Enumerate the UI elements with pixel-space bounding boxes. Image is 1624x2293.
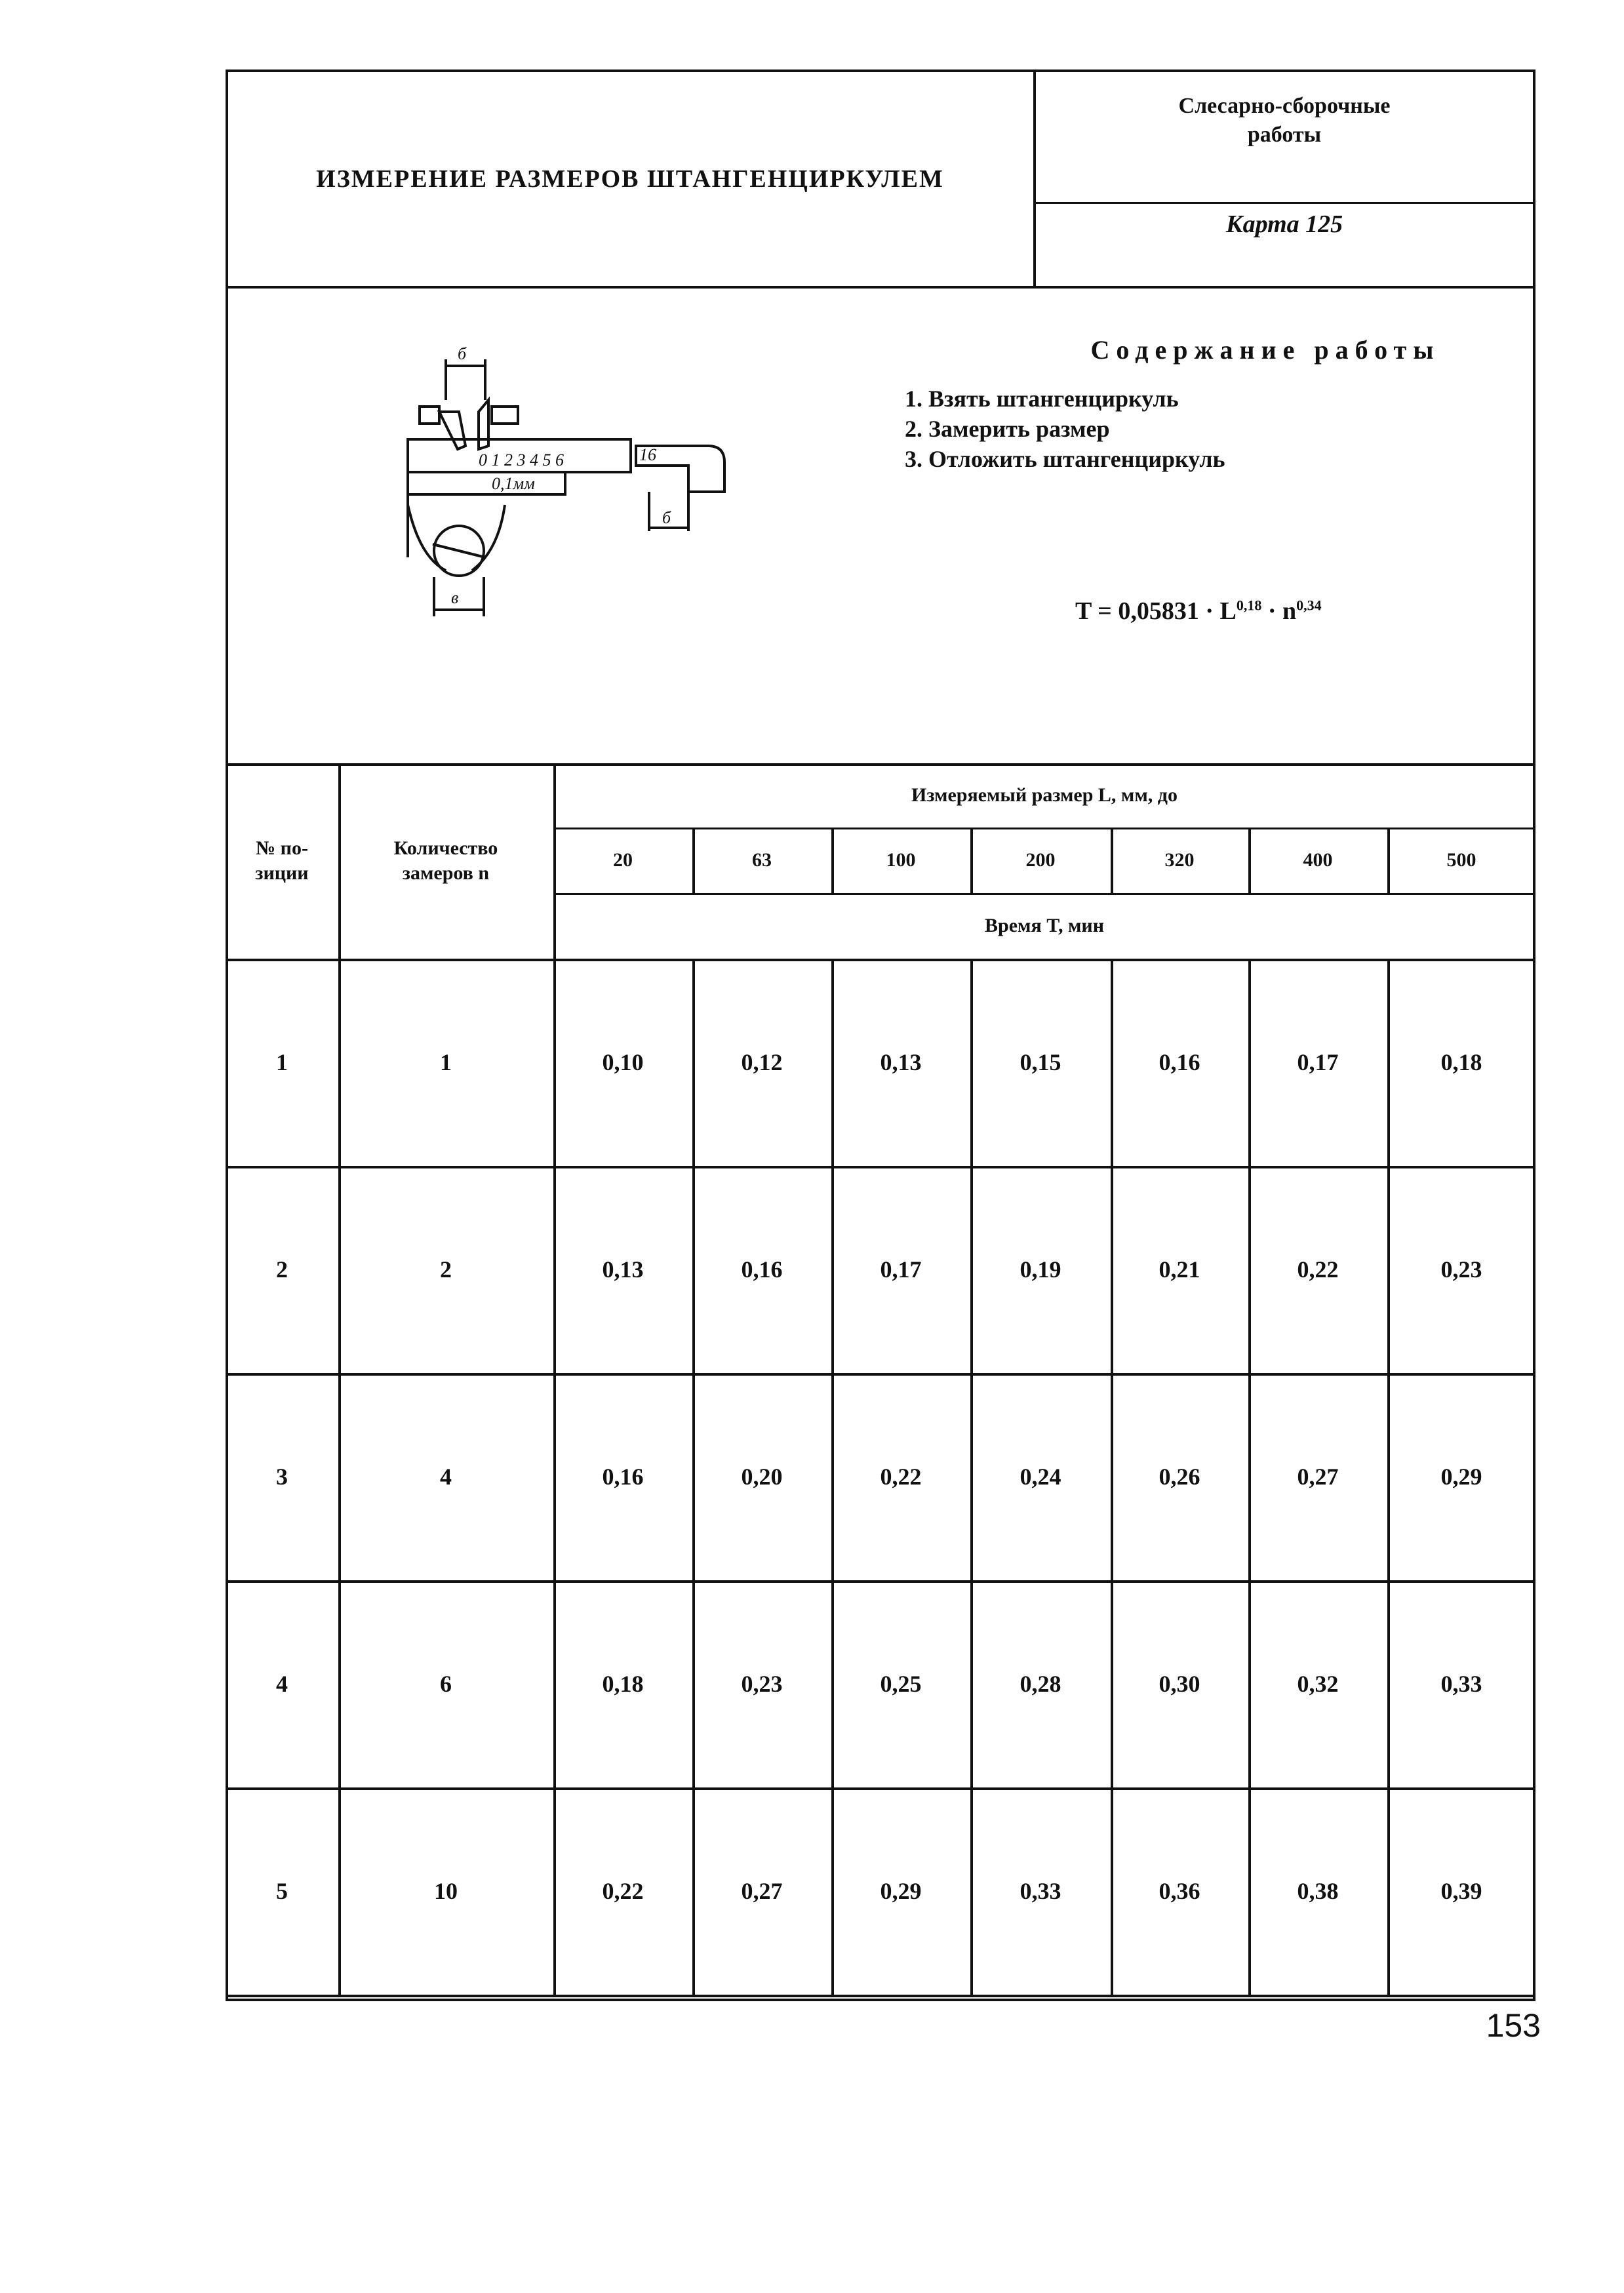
- caliper-drawing: [380, 334, 787, 623]
- time-value: 0,24: [1020, 1464, 1061, 1490]
- work-step: 3. Отложить штангенциркуль: [905, 446, 1225, 472]
- row-position: 1: [276, 1049, 288, 1075]
- size-column-header: 200: [1025, 849, 1056, 871]
- time-value: 0,22: [880, 1464, 922, 1490]
- time-value: 0,15: [1020, 1049, 1061, 1075]
- time-value: 0,12: [741, 1049, 783, 1075]
- size-column-header: 100: [886, 849, 916, 871]
- time-value: 0,16: [1159, 1049, 1200, 1075]
- drawing-label: 0 1 2 3 4 5 6: [479, 450, 564, 469]
- time-value: 0,33: [1440, 1671, 1482, 1697]
- time-value: 0,23: [741, 1671, 783, 1697]
- time-value: 0,22: [602, 1878, 644, 1904]
- position-header: № по- зиции: [255, 837, 309, 884]
- row-count: 6: [440, 1671, 452, 1697]
- size-column-header: 400: [1303, 849, 1333, 871]
- time-value: 0,25: [880, 1671, 922, 1697]
- page-number: 153: [1486, 2007, 1541, 2044]
- work-step: 1. Взять штангенциркуль: [905, 386, 1179, 412]
- table-rule: [226, 1995, 1535, 1997]
- time-value: 0,18: [1440, 1049, 1482, 1075]
- row-count: 1: [440, 1049, 452, 1075]
- time-value: 0,28: [1020, 1671, 1061, 1697]
- time-value: 0,27: [741, 1878, 783, 1904]
- time-value: 0,10: [602, 1049, 644, 1075]
- row-position: 2: [276, 1256, 288, 1283]
- time-value: 0,16: [602, 1464, 644, 1490]
- count-header: Количество замеров n: [393, 837, 498, 884]
- time-header: Время T, мин: [985, 915, 1104, 936]
- time-value: 0,17: [880, 1256, 922, 1283]
- time-value: 0,13: [602, 1256, 644, 1283]
- row-position: 3: [276, 1464, 288, 1490]
- time-value: 0,36: [1159, 1878, 1200, 1904]
- time-value: 0,17: [1297, 1049, 1339, 1075]
- time-value: 0,29: [880, 1878, 922, 1904]
- row-position: 5: [276, 1878, 288, 1904]
- size-column-header: 20: [613, 849, 633, 871]
- drawing-label: в: [451, 588, 459, 607]
- time-value: 0,27: [1297, 1464, 1339, 1490]
- size-column-header: 63: [752, 849, 772, 871]
- work-steps: [905, 384, 1225, 474]
- row-count: 2: [440, 1256, 452, 1283]
- time-value: 0,29: [1440, 1464, 1482, 1490]
- row-count: 10: [434, 1878, 458, 1904]
- drawing-label: б: [662, 508, 671, 527]
- drawing-label: 16: [639, 445, 656, 464]
- time-value: 0,39: [1440, 1878, 1482, 1904]
- header-right-rule: [1033, 202, 1535, 204]
- card-number: Карта 125: [1225, 210, 1343, 238]
- work-step: 2. Замерить размер: [905, 416, 1110, 442]
- department-label: Слесарно-сборочные работы: [1178, 94, 1391, 147]
- time-value: 0,21: [1159, 1256, 1200, 1283]
- time-value: 0,19: [1020, 1256, 1061, 1283]
- row-count: 4: [440, 1464, 452, 1490]
- size-column-header: 320: [1164, 849, 1195, 871]
- header-bottom-rule: [226, 286, 1535, 289]
- row-position: 4: [276, 1671, 288, 1697]
- time-value: 0,33: [1020, 1878, 1061, 1904]
- measured-size-header: Измеряемый размер L, мм, до: [911, 784, 1178, 806]
- drawing-label: 0,1мм: [492, 474, 535, 493]
- drawing-label: б: [458, 344, 467, 363]
- content-heading: Содержание работы: [1090, 335, 1440, 365]
- time-formula: $T = 0,05831 \cdot L^{0,18} \cdot n^{0,34}$: [1075, 597, 1322, 625]
- time-value: 0,23: [1440, 1256, 1482, 1283]
- page-title: ИЗМЕРЕНИЕ РАЗМЕРОВ ШТАНГЕНЦИРКУЛЕМ: [316, 165, 944, 193]
- time-value: 0,30: [1159, 1671, 1200, 1697]
- time-value: 0,32: [1297, 1671, 1339, 1697]
- time-value: 0,38: [1297, 1878, 1339, 1904]
- time-value: 0,16: [741, 1256, 783, 1283]
- time-value: 0,13: [880, 1049, 922, 1075]
- time-value: 0,20: [741, 1464, 783, 1490]
- time-value: 0,22: [1297, 1256, 1339, 1283]
- time-value: 0,26: [1159, 1464, 1200, 1490]
- time-value: 0,18: [602, 1671, 644, 1697]
- size-column-header: 500: [1446, 849, 1476, 871]
